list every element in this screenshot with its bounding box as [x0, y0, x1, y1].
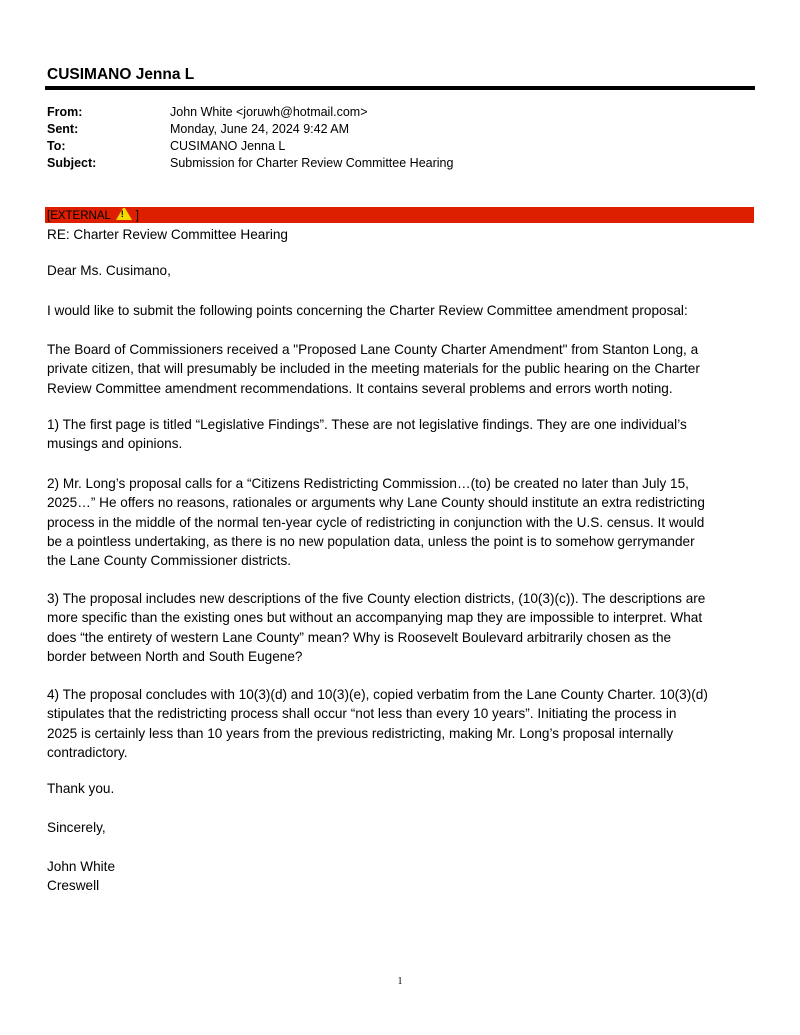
- text-line: RE: Charter Review Committee Hearing: [47, 227, 288, 242]
- point-4-paragraph: [47, 685, 708, 762]
- text-line: more specific than the existing ones but without an accompanying map they are impossible to interpret. What: [47, 610, 703, 626]
- text-line: John White: [47, 859, 116, 874]
- greeting: [47, 261, 171, 280]
- title-rule: [45, 86, 755, 90]
- page-number: 1: [397, 976, 403, 987]
- thanks-line: [47, 779, 114, 798]
- subject-label: Subject:: [47, 156, 97, 170]
- text-line: Review Committee amendment recommendations. It contains several problems and errors worth noting.: [47, 380, 673, 396]
- point-3-paragraph: [47, 589, 705, 666]
- signature-block: [47, 857, 115, 896]
- text-line: contradictory.: [47, 744, 128, 760]
- external-banner: [45, 207, 754, 223]
- from-value: John White <joruwh@hotmail.com>: [170, 105, 368, 119]
- re-line: [47, 225, 288, 244]
- text-line: 2025…” He offers no reasons, rationales or arguments why Lane County should institute an extra redistricting: [47, 495, 705, 511]
- to-label: To:: [47, 139, 66, 153]
- point-1-paragraph: [47, 415, 687, 454]
- intro-paragraph: [47, 301, 688, 320]
- sent-label: Sent:: [47, 122, 79, 136]
- text-line: Creswell: [47, 878, 100, 894]
- text-line: musings and opinions.: [47, 436, 183, 452]
- sent-value: Monday, June 24, 2024 9:42 AM: [170, 122, 350, 136]
- text-line: 1) The first page is titled “Legislative Findings”. These are not legislative findings. They are one individual’s: [47, 417, 687, 432]
- point-2-paragraph: [47, 474, 705, 570]
- subject-value: Submission for Charter Review Committee Hearing: [170, 156, 454, 170]
- text-line: 3) The proposal includes new descriptions of the five County election districts, (10(3)(c)). The descriptions are: [47, 591, 706, 606]
- from-label: From:: [47, 105, 83, 119]
- text-line: private citizen, that will presumably be included in the meeting materials for the public hearing on the Charter: [47, 361, 700, 377]
- text-line: Sincerely,: [47, 820, 106, 835]
- closing-line: [47, 818, 106, 837]
- to-value: CUSIMANO Jenna L: [170, 139, 286, 153]
- text-line: I would like to submit the following points concerning the Charter Review Committee amendment proposal:: [47, 303, 688, 318]
- external-close: ]: [135, 210, 139, 222]
- text-line: be a pointless undertaking, as there is no new population data, unless the point is to somehow gerrymander: [47, 533, 695, 549]
- text-line: Dear Ms. Cusimano,: [47, 263, 171, 278]
- text-line: process in the middle of the normal ten-year cycle of redistricting in conjunction with the U.S. census. It would: [47, 514, 705, 530]
- text-line: Thank you.: [47, 781, 115, 796]
- text-line: 2) Mr. Long’s proposal calls for a “Citizens Redistricting Commission…(to) be created no later than July 15,: [47, 476, 689, 491]
- text-line: the Lane County Commissioner districts.: [47, 553, 292, 569]
- text-line: border between North and South Eugene?: [47, 648, 303, 664]
- warning-icon: !: [116, 208, 132, 220]
- mailbox-owner-title: CUSIMANO Jenna L: [47, 66, 195, 83]
- context-paragraph: [47, 340, 700, 398]
- text-line: The Board of Commissioners received a "Proposed Lane County Charter Amendment" from Stanton Long, a: [47, 342, 699, 357]
- text-line: does “the entirety of western Lane County” mean? Why is Roosevelt Boulevard arbitrarily chosen as the: [47, 629, 672, 645]
- text-line: stipulates that the redistricting process shall occur “not less than every 10 years”. Initiating the process in: [47, 706, 677, 722]
- text-line: 4) The proposal concludes with 10(3)(d) and 10(3)(e), copied verbatim from the Lane County Charter. 10(3)(d): [47, 687, 708, 702]
- text-line: 2025 is certainly less than 10 years from the previous redistricting, making Mr. Long’s proposal internally: [47, 725, 674, 741]
- external-label: [EXTERNAL: [47, 210, 111, 222]
